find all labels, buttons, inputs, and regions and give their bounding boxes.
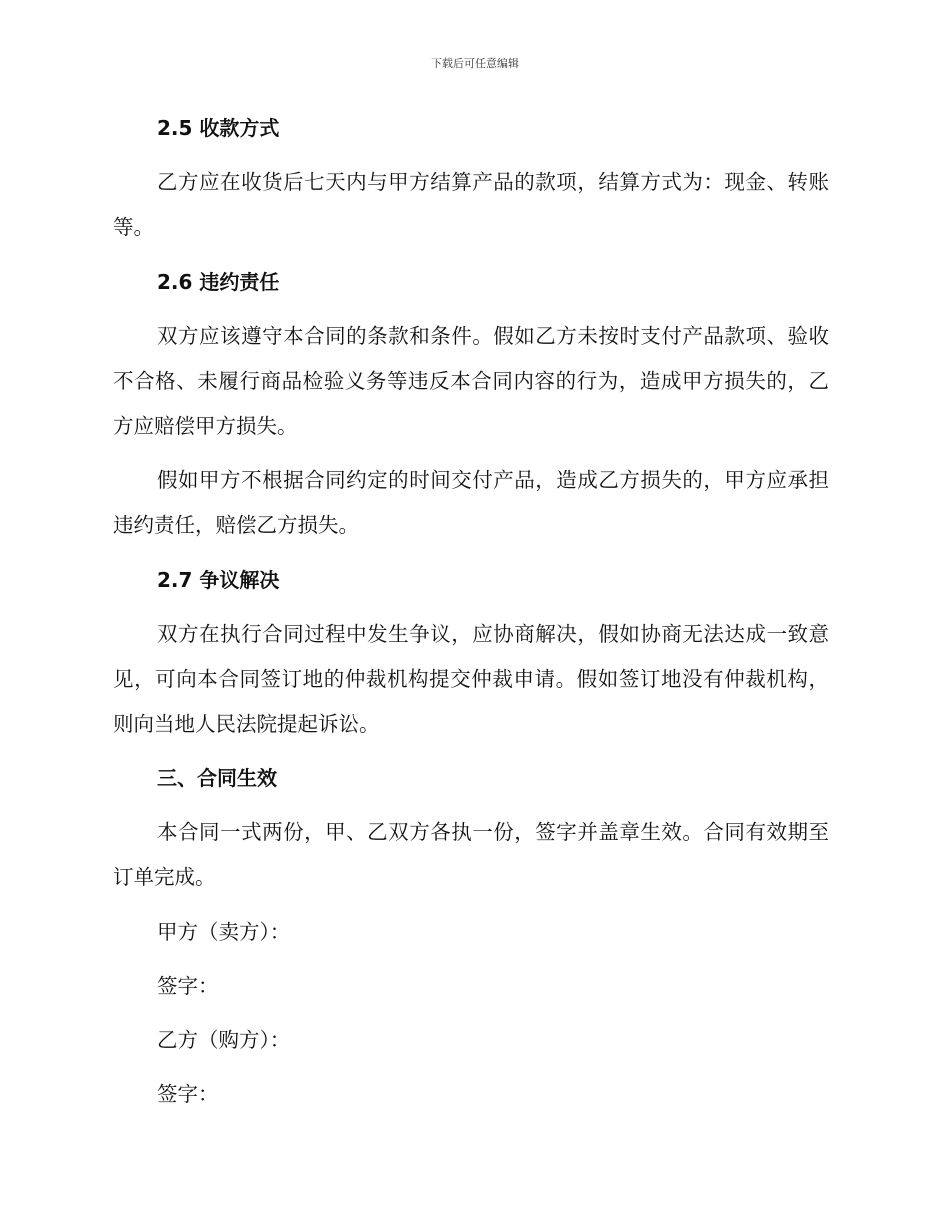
paragraph-contract-effect: 本合同一式两份，甲、乙双方各执一份，签字并盖章生效。合同有效期至订单完成。 bbox=[113, 820, 829, 889]
party-a-label: 甲方（卖方）： bbox=[157, 920, 291, 944]
paragraph-breach-liability-2: 假如甲方不根据合同约定的时间交付产品，造成乙方损失的，甲方应承担违约责任，赔偿乙方损失。 bbox=[113, 468, 829, 537]
page-header: 下载后可任意编辑 bbox=[431, 57, 519, 70]
section-heading-3: 三、合同生效 bbox=[157, 766, 277, 790]
paragraph-breach-liability-1: 双方应该遵守本合同的条款和条件。假如乙方未按时支付产品款项、验收不合格、未履行商品检验义务等违反本合同内容的行为，造成甲方损失的，乙方应赔偿甲方损失。 bbox=[113, 324, 829, 438]
party-b-signature-label: 签字： bbox=[157, 1082, 219, 1106]
paragraph-dispute-resolution: 双方在执行合同过程中发生争议，应协商解决，假如协商无法达成一致意见，可向本合同签订地的仲裁机构提交仲裁申请。假如签订地没有仲裁机构，则向当地人民法院提起诉讼。 bbox=[113, 622, 829, 736]
section-heading-2-5: 2.5 收款方式 bbox=[157, 116, 280, 140]
party-a-signature-label: 签字： bbox=[157, 974, 219, 998]
paragraph-payment-method: 乙方应在收货后七天内与甲方结算产品的款项，结算方式为：现金、转账等。 bbox=[113, 170, 829, 239]
party-b-label: 乙方（购方）： bbox=[157, 1028, 291, 1052]
section-heading-2-6: 2.6 违约责任 bbox=[157, 270, 280, 294]
section-heading-2-7: 2.7 争议解决 bbox=[157, 568, 280, 592]
